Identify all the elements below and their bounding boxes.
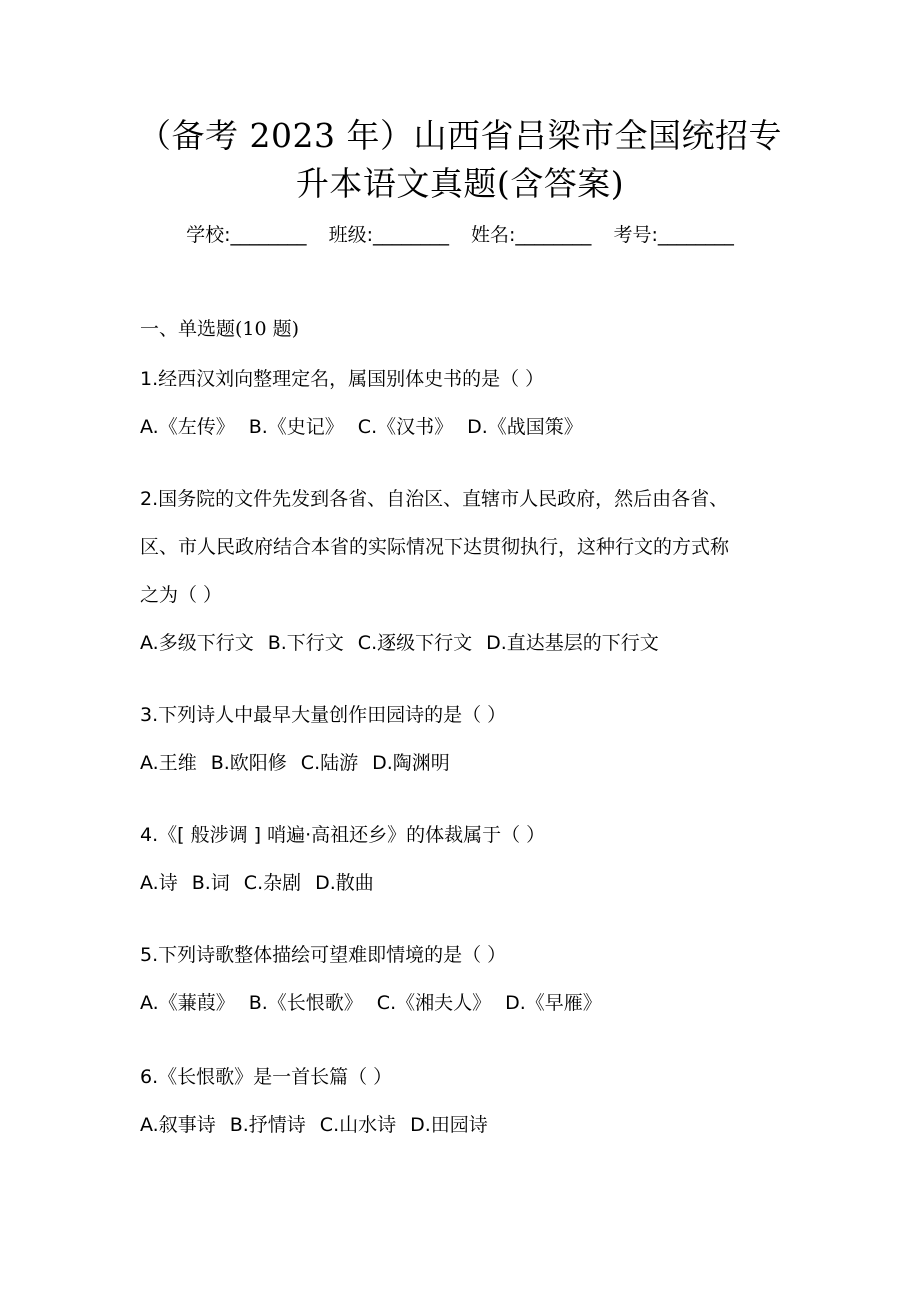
question-6-options bbox=[140, 1110, 502, 1140]
question-4-option-b: B.词 bbox=[191, 872, 230, 894]
question-1-option-b: B.《史记》 bbox=[248, 416, 344, 438]
question-3-option-a: A.王维 bbox=[140, 752, 197, 774]
page-title-line-1: （备考 2023 年）山西省吕梁市全国统招专 bbox=[138, 116, 782, 155]
question-5-option-b: B.《长恨歌》 bbox=[248, 992, 363, 1014]
question-2-option-d: D.直达基层的下行文 bbox=[486, 632, 659, 654]
question-3-option-b: B.欧阳修 bbox=[210, 752, 287, 774]
question-1-option-c: C.《汉书》 bbox=[357, 416, 454, 438]
page-title-line-2: 升本语文真题(含答案) bbox=[295, 164, 625, 203]
question-4-stem: 4.《[ 般涉调 ] 哨遍·高祖还乡》的体裁属于（ ） bbox=[140, 824, 546, 846]
question-1-option-a: A.《左传》 bbox=[140, 416, 235, 438]
question-6-option-a: A.叙事诗 bbox=[140, 1114, 216, 1136]
question-6-option-b: B.抒情诗 bbox=[229, 1114, 306, 1136]
question-2-stem-line-2: 区、市人民政府结合本省的实际情况下达贯彻执行，这种行文的方式称 bbox=[140, 536, 730, 558]
question-4-options bbox=[140, 868, 388, 898]
question-1-option-d: D.《战国策》 bbox=[467, 416, 583, 438]
question-5-options bbox=[140, 988, 616, 1018]
question-6-stem: 6.《长恨歌》是一首长篇（ ） bbox=[140, 1066, 393, 1088]
student-info-row bbox=[0, 220, 920, 250]
school-field: 学校:________ bbox=[186, 224, 307, 246]
question-2-stem-line-1: 2.国务院的文件先发到各省、自治区、直辖市人民政府，然后由各省、 bbox=[140, 488, 729, 510]
class-field: 班级:________ bbox=[328, 224, 449, 246]
question-2-option-a: A.多级下行文 bbox=[140, 632, 254, 654]
question-3-stem: 3.下列诗人中最早大量创作田园诗的是（ ） bbox=[140, 704, 507, 726]
question-2-option-b: B.下行文 bbox=[267, 632, 344, 654]
question-4-option-c: C.杂剧 bbox=[243, 872, 302, 894]
question-2-option-c: C.逐级下行文 bbox=[357, 632, 473, 654]
question-4-option-d: D.散曲 bbox=[315, 872, 374, 894]
question-5-stem: 5.下列诗歌整体描绘可望难即情境的是（ ） bbox=[140, 944, 507, 966]
question-1-stem: 1.经西汉刘向整理定名，属国别体史书的是（ ） bbox=[140, 368, 545, 390]
question-5-option-c: C.《湘夫人》 bbox=[376, 992, 492, 1014]
question-2-options bbox=[140, 628, 673, 658]
question-5-option-d: D.《早雁》 bbox=[505, 992, 602, 1014]
question-3-options bbox=[140, 748, 464, 778]
question-5-option-a: A.《蒹葭》 bbox=[140, 992, 235, 1014]
question-2-stem-line-3: 之为（ ） bbox=[140, 584, 223, 606]
name-field: 姓名:________ bbox=[471, 224, 592, 246]
question-1-options bbox=[140, 412, 597, 442]
exam-number-field: 考号:________ bbox=[613, 224, 734, 246]
question-3-option-c: C.陆游 bbox=[300, 752, 359, 774]
question-6-option-d: D.田园诗 bbox=[410, 1114, 488, 1136]
question-4-option-a: A.诗 bbox=[140, 872, 178, 894]
section-title: 一、单选题(10 题) bbox=[140, 318, 300, 340]
question-6-option-c: C.山水诗 bbox=[319, 1114, 397, 1136]
question-3-option-d: D.陶渊明 bbox=[372, 752, 450, 774]
